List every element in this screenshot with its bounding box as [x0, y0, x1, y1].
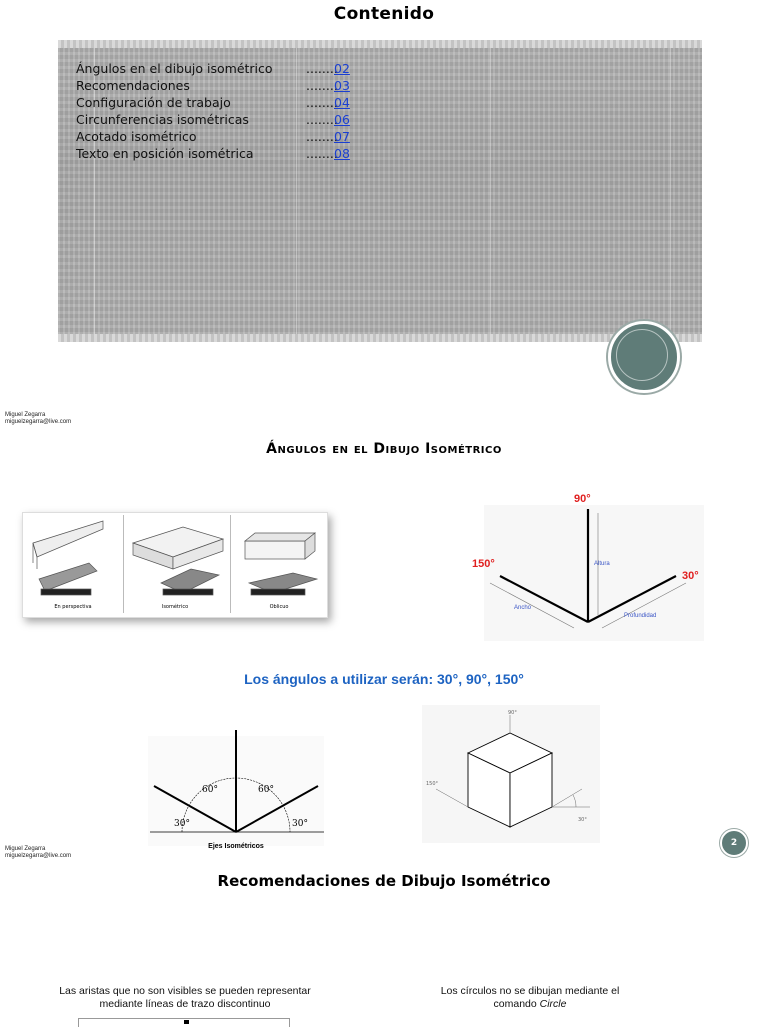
isometric-axes-diagram	[470, 485, 720, 645]
angle-label-90: 90°	[574, 493, 591, 505]
angles-subtitle: Los ángulos a utilizar serán: 30°, 90°, 150°	[244, 671, 524, 687]
angle-label-30: 30°	[682, 570, 699, 582]
toc-item	[76, 94, 376, 111]
stapler-sketch-icon	[23, 513, 327, 617]
circles-caption	[380, 985, 680, 1011]
toc-item-page-link[interactable]: 02	[334, 61, 350, 76]
toc-list	[76, 60, 376, 162]
caption-command: Circle	[539, 998, 567, 1010]
panel-bottom-band	[58, 334, 702, 342]
slide1-title: Contenido	[333, 4, 435, 24]
author-email: miguelzegarra@live.com	[5, 853, 72, 859]
caption-line: Las aristas que no son visibles se pueden representar	[59, 985, 311, 997]
toc-item-label: Ángulos en el dibujo isométrico	[76, 61, 273, 76]
author-credit	[5, 412, 71, 426]
toc-item-page-link[interactable]: 08	[334, 146, 350, 161]
caption-line	[380, 998, 680, 1011]
toc-item-dots: ........	[306, 61, 338, 76]
angle-60-left: 60°	[202, 785, 218, 795]
toc-item-label: Acotado isométrico	[76, 129, 197, 144]
decorative-circle-badge	[608, 321, 680, 393]
angle-label-150: 150°	[472, 558, 495, 570]
panel-divider	[670, 48, 671, 334]
toc-item	[76, 145, 376, 162]
toc-item	[76, 111, 376, 128]
toc-item-page-link[interactable]: 07	[334, 129, 350, 144]
isometric-cube-diagram	[422, 705, 602, 845]
caption-line: mediante líneas de trazo discontinuo	[99, 998, 271, 1010]
angle-30-left: 30°	[174, 819, 190, 829]
panel-divider	[490, 48, 491, 334]
cube-angle-30: 30°	[578, 817, 587, 823]
toc-item-page-link[interactable]: 04	[334, 95, 350, 110]
toc-item	[76, 60, 376, 77]
author-credit	[5, 846, 71, 860]
axis-label-ancho: Ancho	[514, 605, 532, 611]
toc-item-dots: ........	[306, 112, 338, 127]
hidden-edges-caption	[20, 985, 350, 1011]
author-email: miguelzegarra@live.com	[5, 419, 72, 425]
toc-item-dots: ........	[306, 78, 338, 93]
figure-mark	[184, 1020, 189, 1024]
cube-angle-150: 150°	[426, 781, 439, 787]
caption-text: comando	[493, 998, 540, 1010]
isometric-axes-protractor	[148, 728, 328, 854]
view-caption: En perspectiva	[54, 604, 92, 610]
author-name: Miguel Zegarra	[5, 846, 46, 852]
cube-angle-90: 90°	[508, 710, 517, 716]
toc-item-label: Circunferencias isométricas	[76, 112, 249, 127]
toc-item-label: Configuración de trabajo	[76, 95, 231, 110]
page-number-badge: 2	[720, 829, 748, 857]
toc-item-dots: ........	[306, 129, 338, 144]
iso-axes-caption: Ejes Isométricos	[208, 843, 264, 850]
toc-item	[76, 77, 376, 94]
angle-30-right: 30°	[292, 819, 308, 829]
toc-item-label: Texto en posición isométrica	[76, 146, 254, 161]
slide2-title: Ángulos en el Dibujo Isométrico	[266, 441, 502, 457]
view-caption: Isométrico	[161, 604, 189, 610]
toc-item	[76, 128, 376, 145]
caption-line: Los círculos no se dibujan mediante el	[440, 985, 620, 997]
toc-item-page-link[interactable]: 06	[334, 112, 350, 127]
toc-panel	[58, 40, 702, 342]
view-caption: Oblicuo	[269, 604, 289, 610]
panel-top-band	[58, 40, 702, 48]
projection-views-image	[22, 512, 328, 618]
toc-item-label: Recomendaciones	[76, 78, 190, 93]
angle-60-right: 60°	[258, 785, 274, 795]
axis-label-profundidad: Profundidad	[624, 613, 657, 619]
axis-label-altura: Altura	[594, 561, 610, 567]
toc-item-dots: ........	[306, 146, 338, 161]
toc-item-page-link[interactable]: 03	[334, 78, 350, 93]
toc-item-dots: ........	[306, 95, 338, 110]
slide3-title: Recomendaciones de Dibujo Isométrico	[217, 872, 551, 890]
author-name: Miguel Zegarra	[5, 412, 46, 418]
